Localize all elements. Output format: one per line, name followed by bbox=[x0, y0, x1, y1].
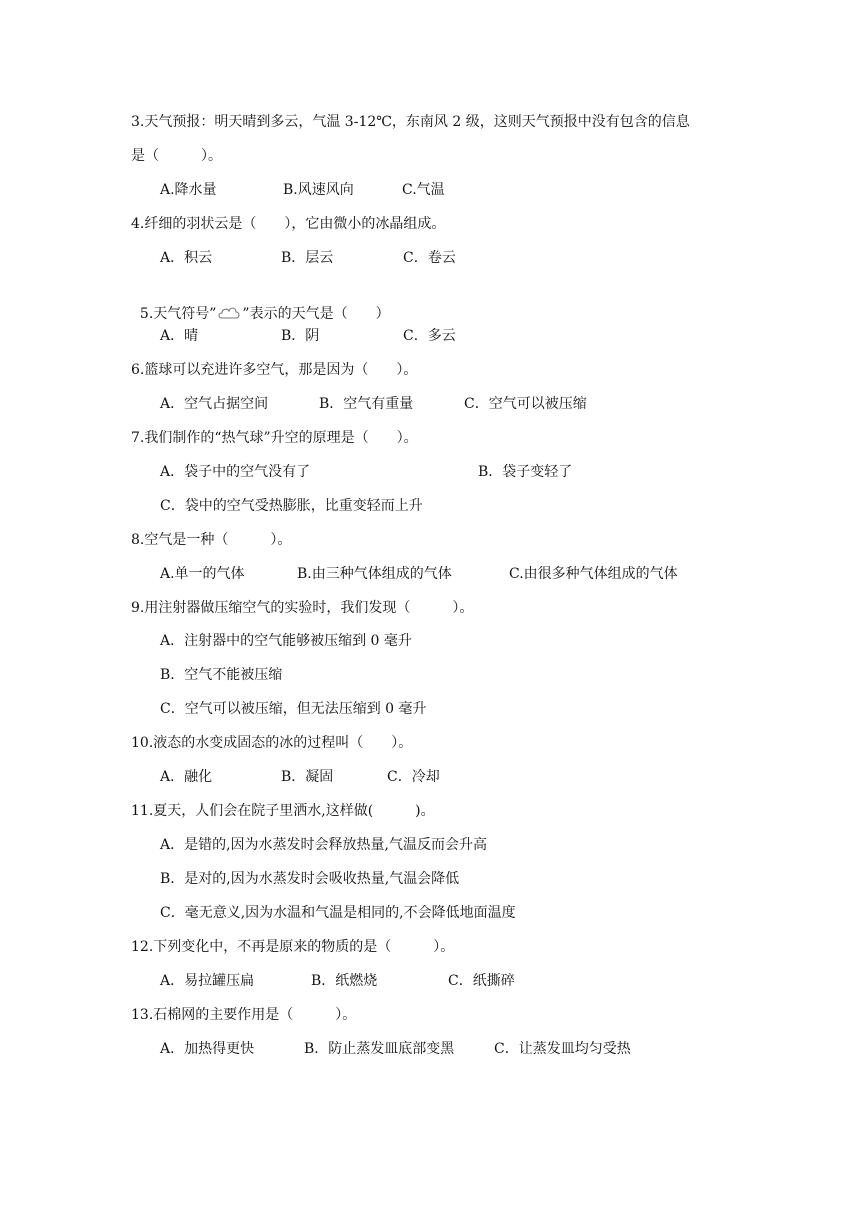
question-9-option-a: A．注射器中的空气能够被压缩到 0 毫升 bbox=[160, 633, 412, 649]
question-11-stem: 11.夏天，人们会在院子里洒水,这样做( )。 bbox=[131, 803, 435, 819]
question-9-option-c: C．空气可以被压缩，但无法压缩到 0 毫升 bbox=[160, 701, 427, 717]
question-10-option-c: C．冷却 bbox=[387, 769, 440, 785]
question-4-option-b: B．层云 bbox=[281, 250, 334, 266]
question-7-option-c: C．袋中的空气受热膨胀，比重变轻而上升 bbox=[160, 498, 423, 514]
question-5-stem-pre: 5.天气符号” bbox=[139, 306, 217, 322]
question-8-stem: 8.空气是一种（ ）。 bbox=[131, 532, 292, 548]
question-7-option-b: B．袋子变轻了 bbox=[478, 464, 573, 480]
question-8-option-b: B.由三种气体组成的气体 bbox=[297, 566, 452, 582]
question-3-stem-line1: 3.天气预报：明天晴到多云，气温 3-12℃，东南风 2 级，这则天气预报中没有包含的信息 bbox=[131, 114, 690, 130]
question-13-option-c: C．让蒸发皿均匀受热 bbox=[494, 1041, 631, 1057]
question-6-stem: 6.篮球可以充进许多空气，那是因为（ ）。 bbox=[131, 362, 418, 378]
question-6-option-b: B．空气有重量 bbox=[319, 396, 414, 412]
question-12-option-b: B．纸燃烧 bbox=[311, 973, 378, 989]
question-12-stem: 12.下列变化中，不再是原来的物质的是（ ）。 bbox=[131, 939, 455, 955]
question-4-option-c: C．卷云 bbox=[403, 250, 456, 266]
question-5-option-a: A．晴 bbox=[160, 328, 199, 344]
question-8-option-a: A.单一的气体 bbox=[160, 566, 245, 582]
question-9-stem: 9.用注射器做压缩空气的实验时，我们发现（ ）。 bbox=[131, 600, 474, 616]
question-5-stem bbox=[131, 287, 390, 323]
question-8-option-c: C.由很多种气体组成的气体 bbox=[509, 566, 678, 582]
question-5-option-b: B．阴 bbox=[281, 328, 320, 344]
question-12-option-c: C．纸撕碎 bbox=[448, 973, 515, 989]
question-11-option-b: B．是对的,因为水蒸发时会吸收热量,气温会降低 bbox=[160, 871, 460, 887]
question-10-option-a: A．融化 bbox=[160, 769, 213, 785]
question-4-option-a: A．积云 bbox=[160, 250, 213, 266]
question-11-option-c: C．毫无意义,因为水温和气温是相同的,不会降低地面温度 bbox=[160, 905, 516, 921]
question-10-option-b: B．凝固 bbox=[281, 769, 334, 785]
question-3-stem-line2: 是（ ）。 bbox=[131, 148, 222, 164]
question-6-option-a: A．空气占据空间 bbox=[160, 396, 269, 412]
cloud-icon bbox=[217, 304, 241, 320]
question-13-stem: 13.石棉网的主要作用是（ ）。 bbox=[131, 1007, 357, 1023]
question-13-option-b: B．防止蒸发皿底部变黑 bbox=[304, 1041, 455, 1057]
question-3-option-a: A.降水量 bbox=[160, 182, 217, 198]
question-3-option-b: B.风速风向 bbox=[283, 182, 354, 198]
question-9-option-b: B．空气不能被压缩 bbox=[160, 667, 283, 683]
question-13-option-a: A．加热得更快 bbox=[160, 1041, 255, 1057]
question-12-option-a: A．易拉罐压扁 bbox=[160, 973, 255, 989]
question-6-option-c: C．空气可以被压缩 bbox=[464, 396, 587, 412]
question-4-stem: 4.纤细的羽状云是（ ），它由微小的冰晶组成。 bbox=[131, 216, 446, 232]
question-10-stem: 10.液态的水变成固态的冰的过程叫（ ）。 bbox=[131, 735, 413, 751]
question-7-stem: 7.我们制作的“热气球”升空的原理是（ ）。 bbox=[131, 430, 418, 446]
question-11-option-a: A．是错的,因为水蒸发时会释放热量,气温反而会升高 bbox=[160, 837, 488, 853]
question-5-stem-post: ”表示的天气是（ ） bbox=[242, 306, 390, 322]
question-5-option-c: C．多云 bbox=[403, 328, 456, 344]
question-7-option-a: A．袋子中的空气没有了 bbox=[160, 464, 311, 480]
question-3-option-c: C.气温 bbox=[402, 182, 445, 198]
